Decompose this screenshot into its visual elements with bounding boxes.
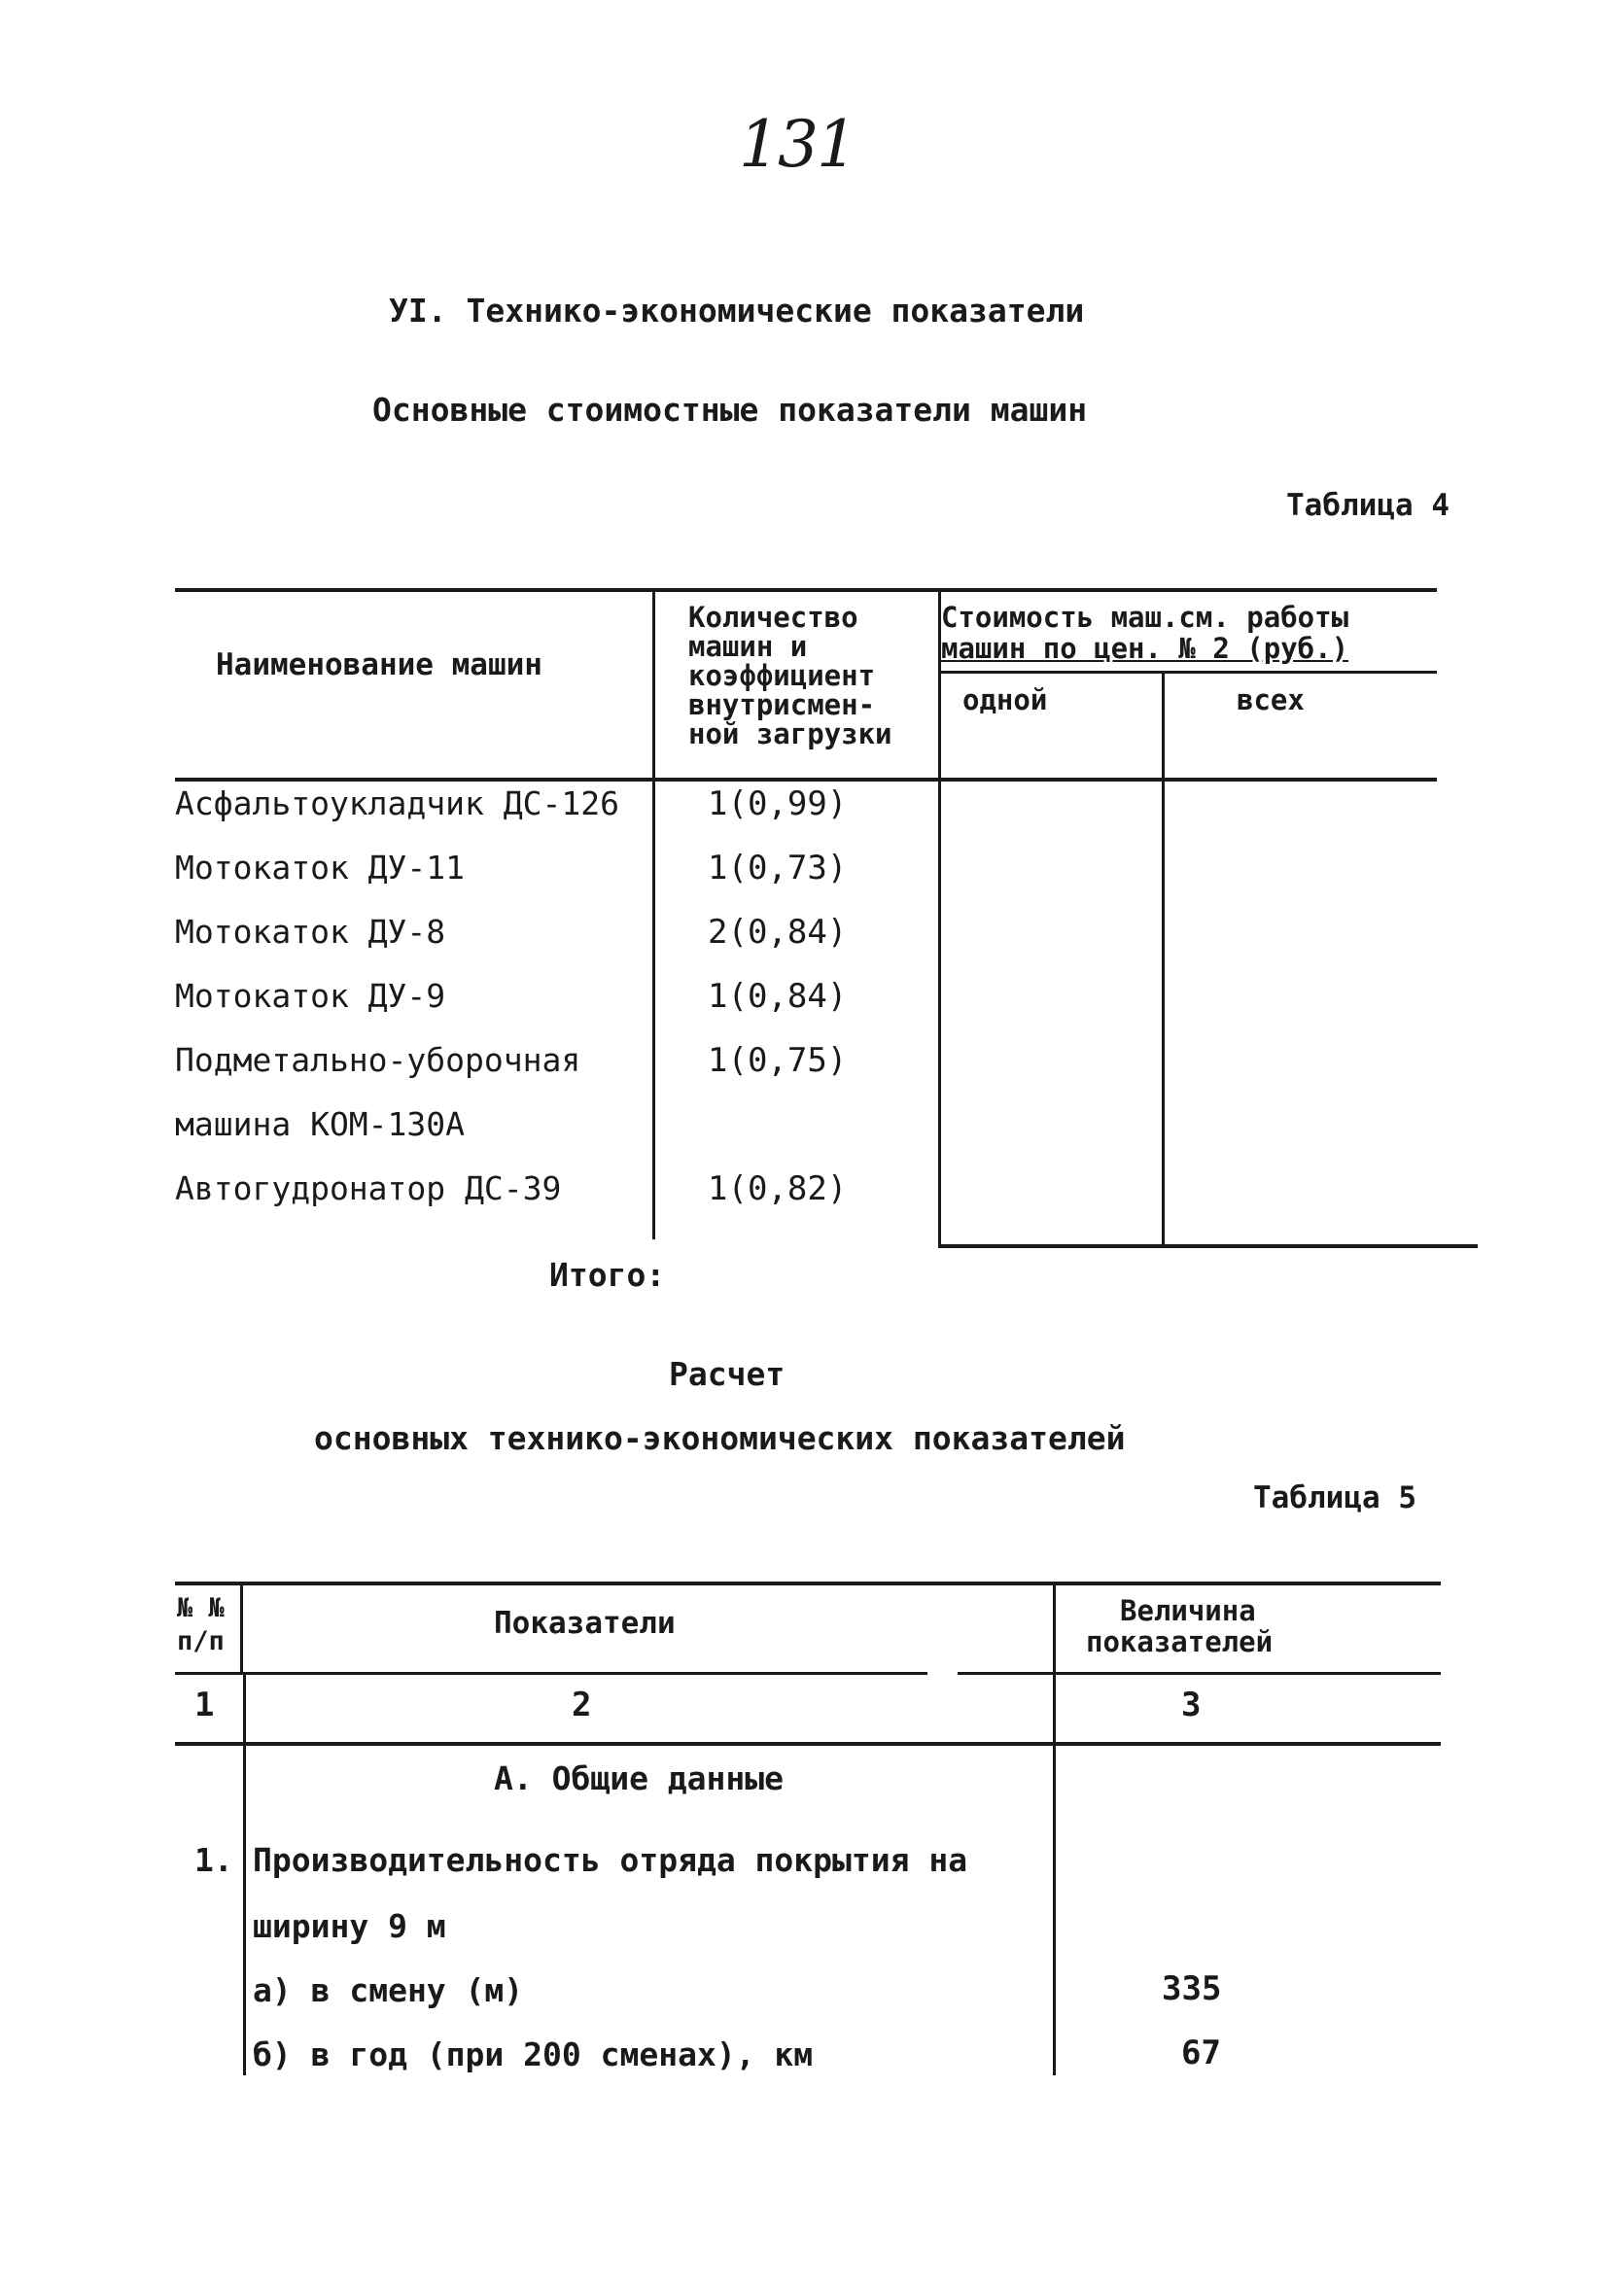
table5-header-indicators: Показатели — [494, 1606, 676, 1641]
table4-header-all: всех — [1237, 683, 1305, 716]
table5-header-value: Величина — [1120, 1594, 1256, 1627]
table4-header-qty-line: Количество — [688, 601, 858, 634]
table5-colnum: 2 — [572, 1686, 592, 1724]
table5-item-text: ширину 9 м — [253, 1907, 446, 1945]
table4-row-name: Автогудронатор ДС-39 — [175, 1169, 562, 1207]
table5-sub-a-label: а) в смену (м) — [253, 1971, 524, 2009]
table5-item-number: 1. — [194, 1841, 233, 1879]
table4-bottom-rule — [938, 1244, 1478, 1248]
table4-header-qty-line: машин и — [688, 630, 808, 663]
table4-label: Таблица 4 — [1286, 488, 1450, 523]
table5-col-divider-2 — [1053, 1582, 1056, 2075]
section-title: УI. Технико-экономические показатели — [389, 292, 1085, 330]
table5-col-divider-1-header — [240, 1582, 243, 1672]
table4-row-name: Подметально-уборочная — [175, 1041, 581, 1079]
table4-col-divider-1 — [652, 588, 655, 1239]
table5-label: Таблица 5 — [1253, 1480, 1416, 1515]
table4-row-name: Мотокаток ДУ-8 — [175, 913, 446, 951]
table4-row-name: машина КОМ-130А — [175, 1105, 466, 1143]
calc-subtitle: основных технико-экономических показателей — [314, 1419, 1126, 1457]
table4-row-name: Асфальтоукладчик ДС-126 — [175, 784, 619, 822]
table4-col-divider-2 — [938, 588, 941, 1244]
table4-row-qty: 1(0,84) — [708, 977, 848, 1016]
table5-sub-b-value: 67 — [1181, 2034, 1221, 2072]
table5-item-text: Производительность отряда покрытия на — [253, 1841, 968, 1879]
table5-col-divider-1 — [243, 1675, 246, 2075]
table5-colnum-rule — [175, 1742, 1441, 1746]
table5-header-num: п/п — [177, 1626, 225, 1656]
table4-header-cost-line: Стоимость маш.см. работы — [941, 601, 1349, 634]
table4-top-rule — [175, 588, 1437, 592]
table5-header-value: показателей — [1086, 1625, 1274, 1658]
table5-section-a: А. Общие данные — [494, 1759, 785, 1797]
table5-top-rule — [175, 1582, 1441, 1585]
table4-row-qty: 1(0,73) — [708, 849, 848, 887]
table4-header-cost-line: машин по цен. № 2 (руб.) — [941, 632, 1349, 665]
table5-header-rule-right — [958, 1672, 1441, 1675]
table4-row-qty: 1(0,75) — [708, 1041, 848, 1080]
subtitle: Основные стоимостные показатели машин — [372, 391, 1088, 429]
table4-total-label: Итого: — [549, 1256, 666, 1294]
table4-row-qty: 1(0,82) — [708, 1169, 848, 1208]
table4-cost-subheader-rule — [938, 671, 1437, 674]
page-number: 131 — [739, 107, 856, 182]
table4-header-one: одной — [962, 683, 1048, 716]
table5-header-num: № № — [177, 1593, 225, 1623]
table5-sub-b-label: б) в год (при 200 сменах), км — [253, 2035, 814, 2073]
table4-header-qty-line: коэффициент — [688, 659, 876, 692]
table4-row-name: Мотокаток ДУ-11 — [175, 849, 466, 887]
table4-header-qty-line: ной загрузки — [688, 717, 892, 750]
table5-colnum: 1 — [194, 1686, 215, 1724]
table4-row-qty: 1(0,99) — [708, 784, 848, 823]
table4-row-name: Мотокаток ДУ-9 — [175, 977, 446, 1015]
table5-header-rule-left — [175, 1672, 927, 1675]
table4-header-bottom-rule — [175, 778, 1437, 782]
table4-header-qty-line: внутрисмен- — [688, 688, 876, 721]
calc-title: Расчет — [669, 1355, 786, 1393]
table5-sub-a-value: 335 — [1162, 1969, 1222, 2008]
table5-colnum: 3 — [1181, 1686, 1202, 1724]
table4-col-divider-3 — [1162, 673, 1165, 1244]
table4-header-name: Наименование машин — [216, 647, 542, 682]
table4-row-qty: 2(0,84) — [708, 913, 848, 952]
